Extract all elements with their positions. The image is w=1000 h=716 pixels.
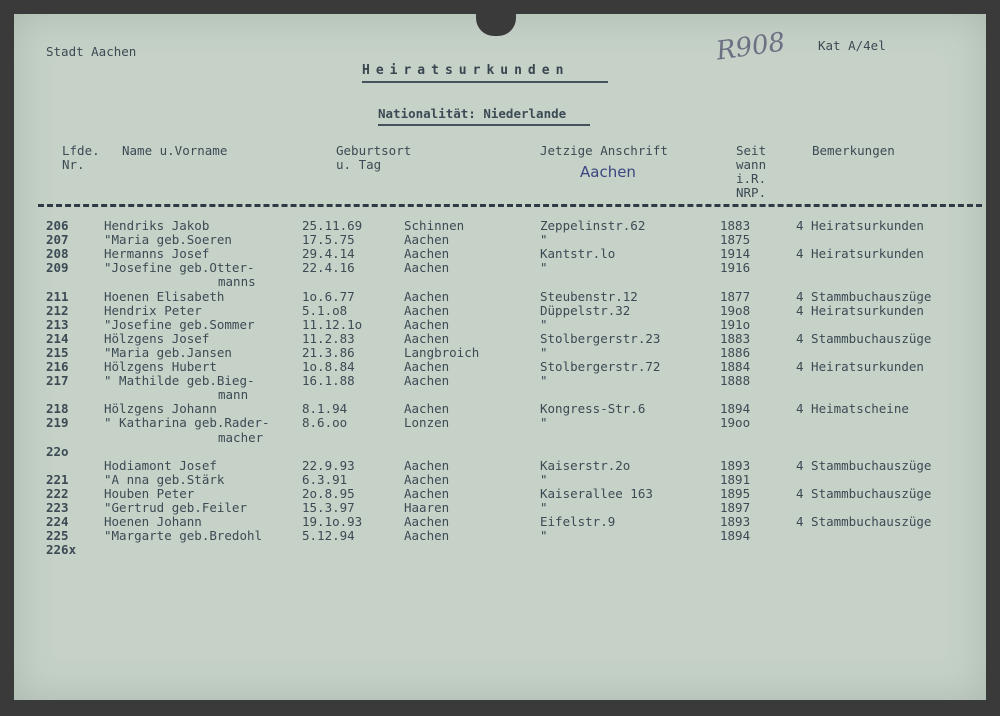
cell-no: 216: [46, 359, 69, 374]
col-remarks: Bemerkungen: [812, 143, 895, 158]
cell-no: 211: [46, 288, 69, 304]
cell-place: Aachen: [404, 232, 450, 248]
table-row: [0, 232, 1000, 246]
cell-address: Kaiserallee 163: [540, 485, 653, 501]
cell-address: ": [540, 528, 548, 544]
cell-name: Hendrix Peter: [104, 302, 202, 318]
cell-name: Hermanns Josef: [104, 246, 210, 262]
cell-year: 1886: [720, 344, 751, 360]
cell-address: ": [540, 232, 548, 248]
cell-date: 1o.6.77: [302, 288, 355, 304]
cell-date: 8.6.oo: [302, 415, 348, 431]
cell-place: Schinnen: [404, 218, 465, 233]
table-row: [0, 260, 1000, 274]
cell-place: Aachen: [404, 359, 450, 374]
cell-remark: 4 Stammbuchauszüge: [796, 485, 932, 501]
table-row: [0, 289, 1000, 303]
cell-address: Kantstr.lo: [540, 246, 616, 262]
cell-no: 215: [46, 344, 69, 360]
handwritten-note: R908: [714, 27, 787, 67]
cell-date: 16.1.88: [302, 373, 355, 389]
cell-no: 206: [46, 218, 69, 233]
cell-year: 1916: [720, 260, 751, 276]
cell-date: 21.3.86: [302, 344, 355, 360]
cell-no: 222: [46, 485, 69, 501]
cell-place: Lonzen: [404, 415, 450, 431]
cell-no: 217: [46, 373, 69, 389]
table-row: [0, 218, 1000, 232]
cell-date: 29.4.14: [302, 246, 355, 262]
cell-no: 214: [46, 330, 69, 346]
cell-date: 22.4.16: [302, 260, 355, 276]
cell-place: Aachen: [404, 471, 450, 487]
title-underline: [362, 81, 608, 83]
cell-year: 1884: [720, 359, 751, 374]
cell-address: Düppelstr.32: [540, 302, 631, 318]
cell-no: 213: [46, 316, 69, 332]
cell-address: ": [540, 316, 548, 332]
cell-name: Hendriks Jakob: [104, 218, 210, 233]
cell-address: Kongress-Str.6: [540, 401, 646, 417]
cell-remark: 4 Heimatscheine: [796, 401, 909, 417]
cell-remark: 4 Heiratsurkunden: [796, 302, 924, 318]
cell-name: "Maria geb.Jansen: [104, 344, 232, 360]
table-row: [0, 528, 1000, 542]
cell-date: 22.9.93: [302, 457, 355, 473]
cell-address: ": [540, 471, 548, 487]
cell-remark: 4 Stammbuchauszüge: [796, 288, 932, 304]
col-address: Jetzige Anschrift: [540, 143, 668, 158]
col-since-4: NRP.: [736, 185, 767, 200]
cell-address: ": [540, 373, 548, 389]
cell-place: Aachen: [404, 330, 450, 346]
cell-place: Aachen: [404, 288, 450, 304]
cell-address: Stolbergerstr.23: [540, 330, 661, 346]
col-since-3: i.R.: [736, 171, 767, 186]
table-row: [0, 246, 1000, 260]
cell-no: 218: [46, 401, 69, 417]
cell-name: "Josefine geb.Sommer: [104, 316, 255, 332]
cell-year: 1897: [720, 500, 751, 515]
cell-name: Hölzgens Josef: [104, 330, 210, 346]
cell-remark: 4 Stammbuchauszüge: [796, 514, 932, 530]
cell-address: Stolbergerstr.72: [540, 359, 661, 374]
cell-place: Aachen: [404, 457, 450, 473]
cell-remark: 4 Stammbuchauszüge: [796, 330, 932, 346]
cell-remark: 4 Heiratsurkunden: [796, 246, 924, 262]
cell-name: "Maria geb.Soeren: [104, 232, 232, 248]
cell-address: Kaiserstr.2o: [540, 457, 631, 473]
cell-name: " Katharina geb.Rader-: [104, 415, 270, 431]
cell-name: "Gertrud geb.Feiler: [104, 500, 247, 515]
cell-name: "Margarte geb.Bredohl: [104, 528, 263, 544]
table-row: [0, 317, 1000, 331]
cell-no: 209: [46, 260, 69, 276]
table-row: [0, 472, 1000, 486]
col-since: Seit: [736, 143, 767, 158]
table-row: [0, 500, 1000, 514]
cell-no: 219: [46, 415, 69, 431]
table-row: [0, 359, 1000, 373]
cell-address: ": [540, 500, 548, 515]
cell-date: 6.3.91: [302, 471, 348, 487]
table-row: [0, 303, 1000, 317]
cell-no: 225: [46, 528, 69, 544]
cell-name: Hölzgens Hubert: [104, 359, 217, 374]
table-row: [0, 542, 1000, 556]
nationality-label: Nationalität: Niederlande: [378, 106, 567, 121]
table-row: [0, 458, 1000, 472]
cell-name: Hoenen Johann: [104, 514, 202, 530]
col-name: Name u.Vorname: [122, 143, 228, 158]
cell-date: 5.12.94: [302, 528, 355, 544]
cell-year: 19oo: [720, 415, 751, 431]
cell-date: 25.11.69: [302, 218, 363, 233]
cell-name: Hodiamont Josef: [104, 457, 217, 473]
name-continuation: macher: [218, 429, 264, 445]
name-continuation: mann: [218, 387, 249, 403]
city-label: Stadt Aachen: [46, 44, 137, 59]
col-lfd: Lfde.: [62, 143, 100, 158]
nationality-underline: [378, 124, 590, 126]
cell-address: Eifelstr.9: [540, 514, 616, 530]
cell-date: 2o.8.95: [302, 485, 355, 501]
cell-no: 208: [46, 246, 69, 262]
table-row: [0, 486, 1000, 500]
cell-date: 19.1o.93: [302, 514, 363, 530]
cell-date: 8.1.94: [302, 401, 348, 417]
cell-date: 1o.8.84: [302, 359, 355, 374]
cell-year: 1877: [720, 288, 751, 304]
cell-no: 212: [46, 302, 69, 318]
cell-name: Hölzgens Johann: [104, 401, 217, 417]
cell-year: 1888: [720, 373, 751, 389]
cell-year: 1894: [720, 401, 751, 417]
cell-date: 11.12.1o: [302, 316, 363, 332]
cell-remark: 4 Heiratsurkunden: [796, 359, 924, 374]
table-row: [0, 331, 1000, 345]
cell-year: 191o: [720, 316, 751, 332]
cell-remark: 4 Stammbuchauszüge: [796, 457, 932, 473]
document-title: Heiratsurkunden: [362, 63, 570, 78]
catalog-label: Kat A/4el: [818, 38, 886, 53]
col-birth-2: u. Tag: [336, 157, 382, 172]
cell-year: 19o8: [720, 302, 751, 318]
cell-date: 5.1.o8: [302, 302, 348, 318]
name-continuation: manns: [218, 274, 256, 290]
cell-no: 226x: [46, 542, 77, 558]
cell-year: 1891: [720, 471, 751, 487]
cell-place: Langbroich: [404, 344, 480, 360]
cell-place: Aachen: [404, 485, 450, 501]
cell-address: Zeppelinstr.62: [540, 218, 646, 233]
cell-name: "A nna geb.Stärk: [104, 471, 225, 487]
cell-no: 221: [46, 471, 69, 487]
cell-place: Aachen: [404, 401, 450, 417]
cell-year: 1893: [720, 514, 751, 530]
cell-place: Aachen: [404, 528, 450, 544]
cell-place: Aachen: [404, 246, 450, 262]
cell-date: 17.5.75: [302, 232, 355, 248]
table-row: [0, 444, 1000, 458]
cell-name: Houben Peter: [104, 485, 195, 501]
header-divider: [38, 204, 982, 207]
table-row: [0, 345, 1000, 359]
col-lfd-2: Nr.: [62, 157, 85, 172]
aachen-stamp: Aachen: [580, 163, 636, 181]
cell-name: " Mathilde geb.Bieg-: [104, 373, 255, 389]
table-row: [0, 415, 1000, 429]
cell-address: ": [540, 415, 548, 431]
cell-no: 207: [46, 232, 69, 248]
cell-place: Aachen: [404, 302, 450, 318]
cell-name: "Josefine geb.Otter-: [104, 260, 255, 276]
col-since-2: wann: [736, 157, 767, 172]
cell-address: ": [540, 260, 548, 276]
cell-name: Hoenen Elisabeth: [104, 288, 225, 304]
cell-place: Aachen: [404, 316, 450, 332]
cell-year: 1895: [720, 485, 751, 501]
cell-place: Aachen: [404, 514, 450, 530]
cell-year: 1893: [720, 457, 751, 473]
table-row: [0, 514, 1000, 528]
cell-year: 1914: [720, 246, 751, 262]
cell-place: Aachen: [404, 260, 450, 276]
cell-date: 15.3.97: [302, 500, 355, 515]
cell-remark: 4 Heiratsurkunden: [796, 218, 924, 233]
cell-no: 224: [46, 514, 69, 530]
cell-place: Haaren: [404, 500, 450, 515]
cell-place: Aachen: [404, 373, 450, 389]
cell-no: 223: [46, 500, 69, 515]
table-row: [0, 401, 1000, 415]
cell-year: 1883: [720, 330, 751, 346]
col-birth: Geburtsort: [336, 143, 412, 158]
cell-year: 1894: [720, 528, 751, 544]
cell-no: 22o: [46, 443, 69, 459]
cell-address: Steubenstr.12: [540, 288, 638, 304]
cell-year: 1875: [720, 232, 751, 248]
table-row: [0, 373, 1000, 387]
cell-date: 11.2.83: [302, 330, 355, 346]
cell-address: ": [540, 344, 548, 360]
cell-year: 1883: [720, 218, 751, 233]
